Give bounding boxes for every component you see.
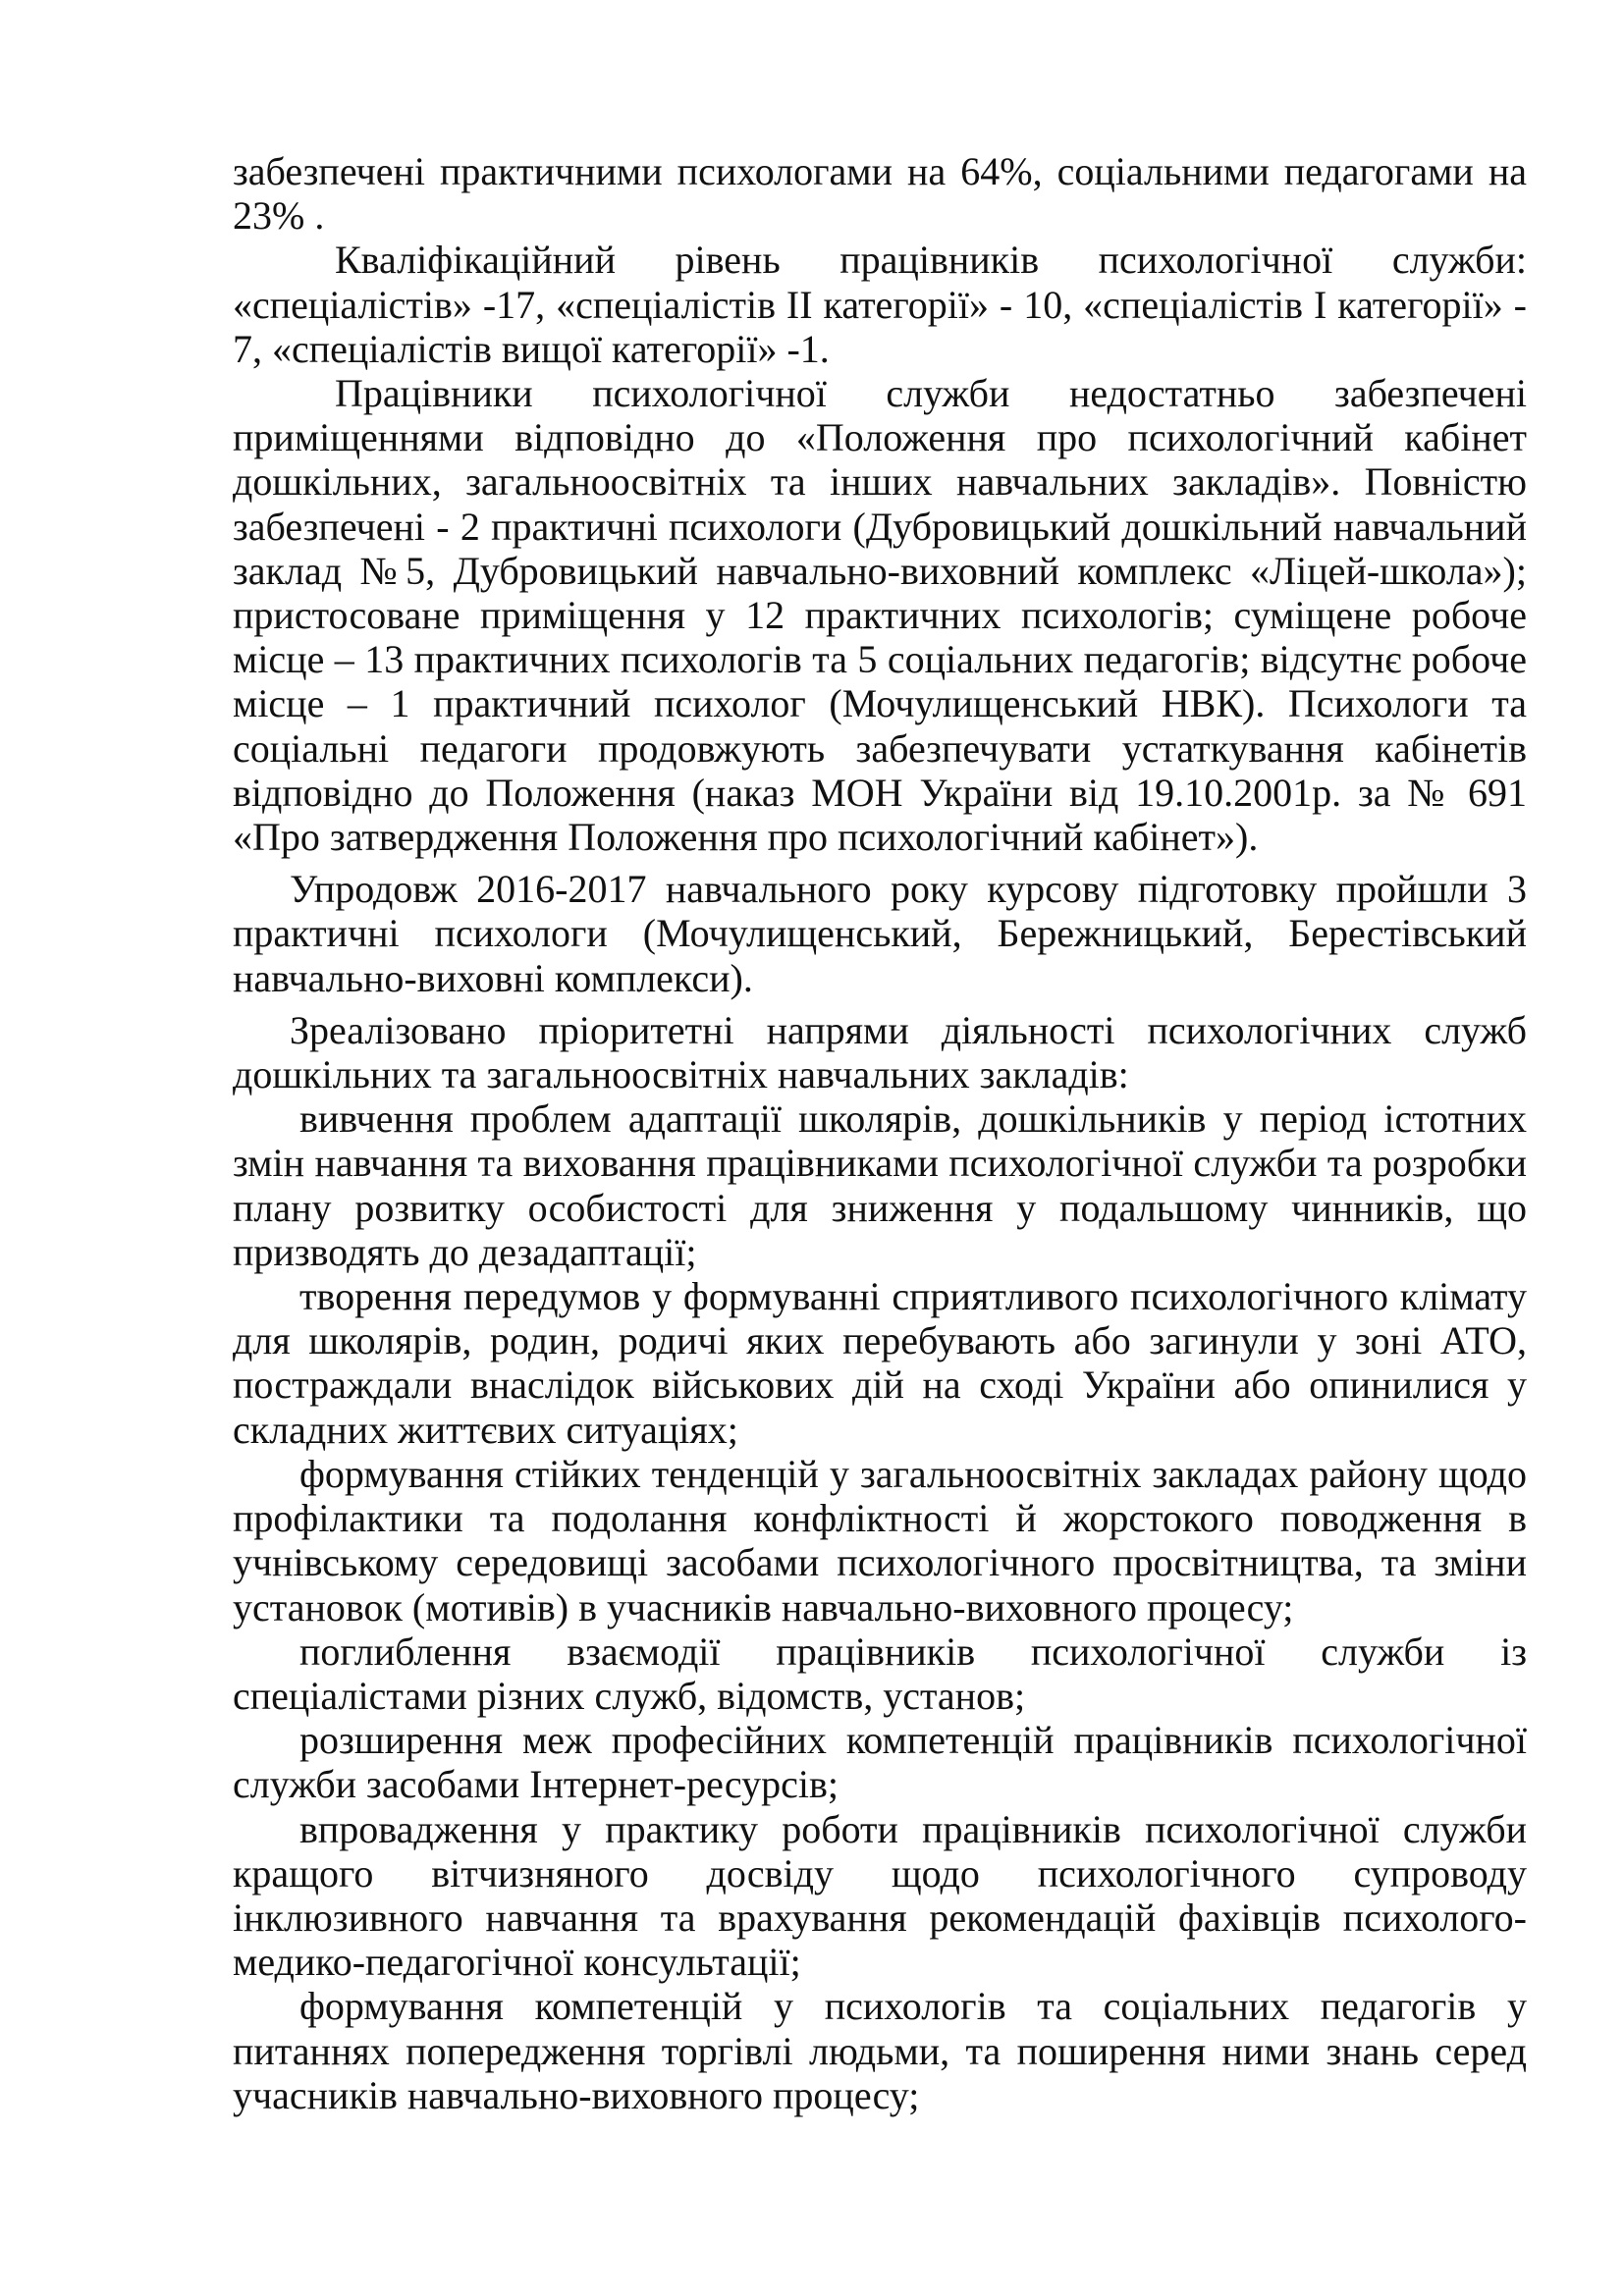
paragraph-staffing-coverage: забезпечені практичними психологами на 64%, соціальними педагогами на 23% . — [233, 149, 1527, 239]
list-item-competencies-internet: розширення меж професійних компетенцій працівників психологічної служби засобами Інтернет-ресурсів; — [233, 1718, 1527, 1807]
list-item-cooperation: поглиблення взаємодії працівників психологічної служби із спеціалістами різних служб, відомств, установ; — [233, 1629, 1527, 1718]
paragraph-priority-directions: Зреалізовано пріоритетні напрями діяльності психологічних служб дошкільних та загальноосвітніх навчальних закладів: — [233, 1007, 1527, 1097]
paragraph-qualification-level: Кваліфікаційний рівень працівників психологічної служби: «спеціалістів» -17, «спеціалістів ІІ категорії» - 10, «спеціалістів І категорії» - 7, «спеціалістів вищої категорії» -1. — [233, 238, 1527, 371]
list-item-conflict-prevention: формування стійких тенденцій у загальноосвітніх закладах району щодо профілактики та подолання конфліктності й жорстокого поводження в учнівському середовищі засобами психологічного просвітництва, та зміни установок (мотивів) в учасників навчально-виховного процесу; — [233, 1451, 1527, 1629]
list-item-adaptation: вивчення проблем адаптації школярів, дошкільників у період істотних змін навчання та виховання працівниками психологічної служби та розробки плану розвитку особистості для зниження у подальшому чинників, що призводять до дезадаптації; — [233, 1096, 1527, 1274]
list-item-inclusive-education: впровадження у практику роботи працівників психологічної служби кращого вітчизняного досвіду щодо психологічного супроводу інклюзивного навчання та врахування рекомендацій фахівців психолого-медико-педагогічної консультації; — [233, 1806, 1527, 1985]
paragraph-course-training: Упродовж 2016-2017 навчального року курсову підготовку пройшли 3 практичні психологи (Мочулищенський, Бережницький, Берестівський навчально-виховні комплекси). — [233, 867, 1527, 1000]
paragraph-premises: Працівники психологічної служби недостатньо забезпечені приміщеннями відповідно до «Положення про психологічний кабінет дошкільних, загальноосвітніх та інших навчальних закладів». Повністю забезпечені - 2 практичні психологи (Дубровицький дошкільний навчальний заклад №5, Дубровицький навчально-виховний комплекс «Ліцей-школа»); пристосоване приміщення у 12 практичних психологів; суміщене робоче місце – 13 практичних психологів та 5 соціальних педагогів; відсутнє робоче місце – 1 практичний психолог (Мочулищенський НВК). Психологи та соціальні педагоги продовжують забезпечувати устаткування кабінетів відповідно до Положення (наказ МОН України від 19.10.2001р. за № 691 «Про затвердження Положення про психологічний кабінет»). — [233, 371, 1527, 860]
list-item-human-trafficking: формування компетенцій у психологів та соціальних педагогів у питаннях попередження торгівлі людьми, та поширення ними знань серед учасників навчально-виховного процесу; — [233, 1984, 1527, 2117]
document-body — [233, 149, 1527, 2117]
list-item-climate: творення передумов у формуванні сприятливого психологічного клімату для школярів, родин, родичі яких перебувають або загинули у зоні АТО, постраждали внаслідок військових дій на сході України або опинилися у складних життєвих ситуаціях; — [233, 1274, 1527, 1452]
